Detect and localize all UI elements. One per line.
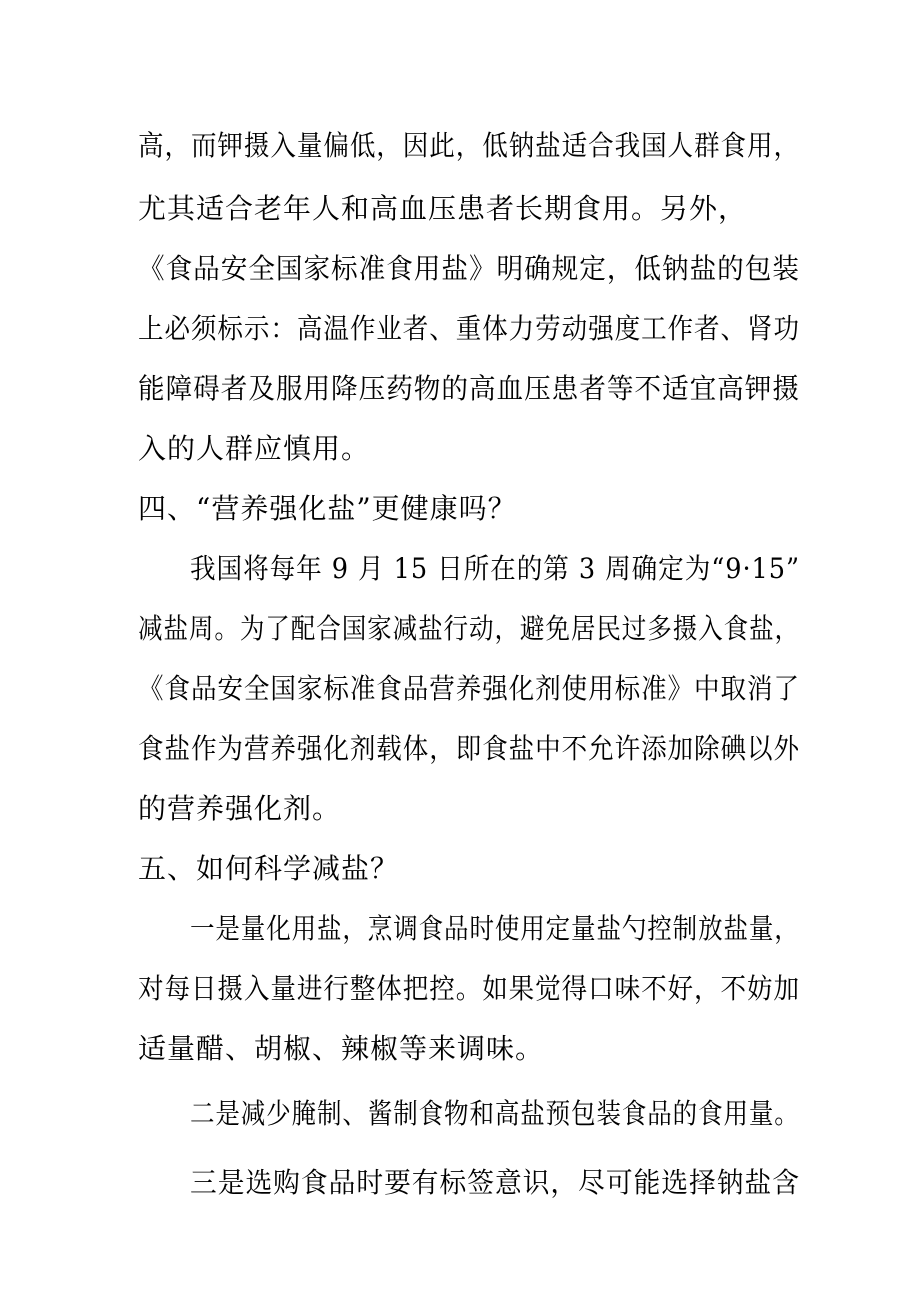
paragraph-line: 高，而钾摄入量偏低，因此，低钠盐适合我国人群食用，: [138, 129, 800, 162]
paragraph-line: 我国将每年 9 月 15 日所在的第 3 周确定为“9·15”: [190, 552, 800, 585]
paragraph-line: 入的人群应慎用。: [138, 432, 371, 465]
paragraph-line: 二是减少腌制、酱制食物和高盐预包装食品的食用量。: [190, 1097, 800, 1130]
paragraph-line: 食盐作为营养强化剂载体，即食盐中不允许添加除碘以外: [138, 732, 800, 765]
paragraph-line: 的营养强化剂。: [138, 792, 342, 825]
paragraph-line: 《食品安全国家标准食用盐》明确规定，低钠盐的包装: [138, 252, 800, 285]
paragraph-line: 对每日摄入量进行整体把控。如果觉得口味不好，不妨加: [138, 972, 800, 1005]
paragraph-line: 一是量化用盐，烹调食品时使用定量盐勺控制放盐量，: [190, 912, 800, 945]
paragraph-line: 上必须标示：高温作业者、重体力劳动强度工作者、肾功: [138, 312, 800, 345]
section-heading: 四、“营养强化盐”更健康吗？: [138, 492, 517, 525]
paragraph-line: 《食品安全国家标准食品营养强化剂使用标准》中取消了: [138, 672, 800, 705]
paragraph-line: 尤其适合老年人和高血压患者长期食用。另外，: [138, 192, 748, 225]
paragraph-line: 适量醋、胡椒、辣椒等来调味。: [138, 1032, 545, 1065]
paragraph-line: 三是选购食品时要有标签意识，尽可能选择钠盐含: [190, 1166, 800, 1199]
section-heading: 五、如何科学减盐？: [138, 852, 400, 885]
paragraph-line: 减盐周。为了配合国家减盐行动，避免居民过多摄入食盐，: [138, 612, 801, 645]
paragraph-line: 能障碍者及服用降压药物的高血压患者等不适宜高钾摄: [138, 372, 800, 405]
